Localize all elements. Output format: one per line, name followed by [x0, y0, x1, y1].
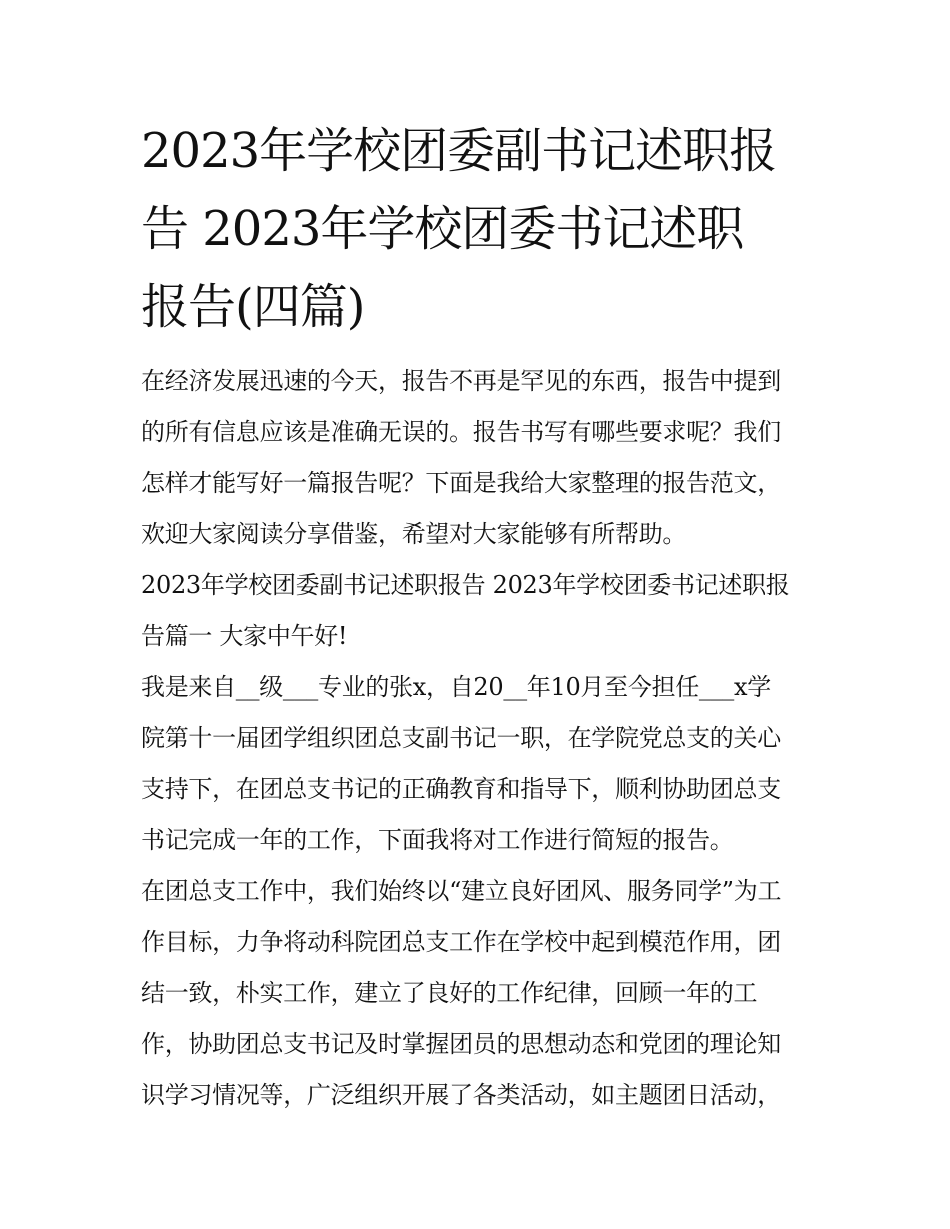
text-line: 结一致，朴实工作，建立了良好的工作纪律，回顾一年的工 [141, 979, 758, 1007]
section-heading-paragraph [141, 560, 813, 662]
text-line: 识学习情况等，广泛组织开展了各类活动，如主题团日活动， [141, 1081, 781, 1109]
document-body [141, 112, 813, 1121]
intro-paragraph [141, 356, 813, 560]
text-line: 书记完成一年的工作，下面我将对工作进行简短的报告。 [141, 826, 734, 854]
text-line: 2023年学校团委副书记述职报告 2023年学校团委书记述职报 [141, 571, 790, 599]
text-line: 我是来自__级___专业的张x，自20__年10月至今担任___x学 [141, 673, 771, 701]
text-line: 作，协助团总支书记及时掌握团员的思想动态和党团的理论知 [141, 1030, 781, 1058]
title-line: 报告(四篇) [141, 279, 365, 335]
document-title [141, 112, 813, 346]
text-line: 欢迎大家阅读分享借鉴，希望对大家能够有所帮助。 [141, 520, 687, 548]
text-line: 支持下，在团总支书记的正确教育和指导下，顺利协助团总支 [141, 775, 781, 803]
body-paragraph [141, 866, 813, 1121]
text-line: 告篇一 大家中午好! [141, 622, 348, 650]
title-line: 2023年学校团委副书记述职报 [141, 123, 777, 179]
text-line: 作目标，力争将动科院团总支工作在学校中起到模范作用，团 [141, 928, 781, 956]
title-line: 告 2023年学校团委书记述职 [141, 201, 744, 257]
text-line: 的所有信息应该是准确无误的。报告书写有哪些要求呢？我们 [141, 418, 781, 446]
text-line: 院第十一届团学组织团总支副书记一职，在学院党总支的关心 [141, 724, 781, 752]
body-paragraph [141, 662, 813, 866]
text-line: 在团总支工作中，我们始终以“建立良好团风、服务同学”为工 [141, 877, 782, 905]
text-line: 在经济发展迅速的今天，报告不再是罕见的东西，报告中提到 [141, 367, 781, 395]
text-line: 怎样才能写好一篇报告呢？下面是我给大家整理的报告范文， [141, 469, 781, 497]
